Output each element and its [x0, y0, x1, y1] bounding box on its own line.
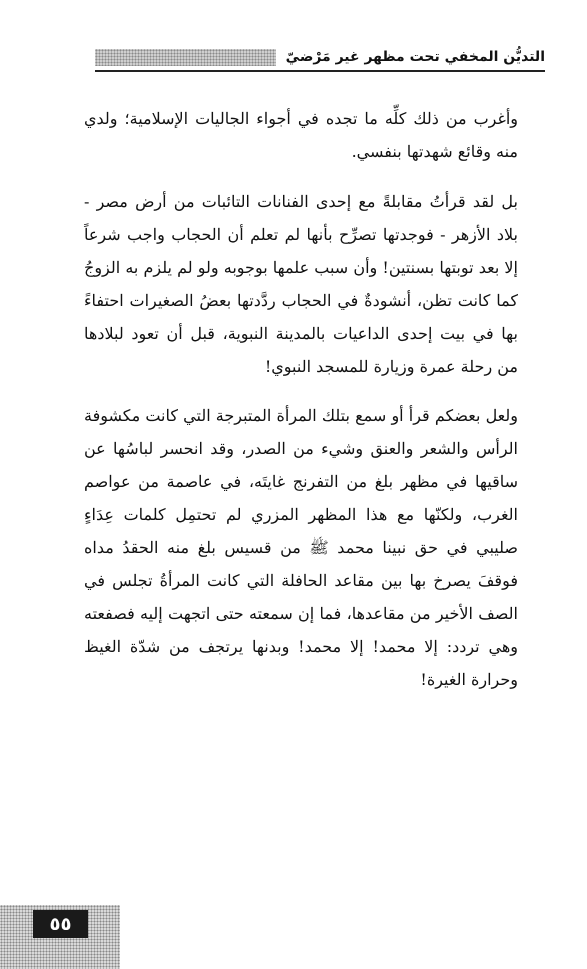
page-number: ٥٥	[33, 910, 88, 938]
header-decorative-bar	[95, 49, 276, 66]
header-title: التديُّن المخفي تحت مظهر غير مَرْضيّ	[285, 49, 545, 65]
page-body	[84, 102, 518, 712]
paragraph-2: بل لقد قرأتُ مقابلةً مع إحدى الفنانات التائبات من أرض مصر - بلاد الأزهر - فوجدتها تصرِّح بأنها لم تعلم أن الحجاب واجب شرعاً إلا بعد توبتها بسنتين! وأن سبب علمها بوجوبه ولو لم يلزم به الزوجُ كما كانت تظن، أنشودةٌ في الحجاب ردَّدتها بعضُ الصغيرات احتفاءً بها في بيت إحدى الداعيات بالمدينة النبوية، قبل أن تعود لبلادها من رحلة عمرة وزيارة للمسجد النبوي!	[84, 192, 518, 376]
running-header	[95, 44, 545, 72]
paragraph-3: ولعل بعضكم قرأ أو سمع بتلك المرأة المتبرجة التي كانت مكشوفة الرأس والشعر والعنق وشيء من الصدر، وقد انحسر لباسُها عن ساقيها في مظهر بلغ من التفرنج غايتَه، في عاصمة من عواصم الغرب، ولكنّها مع هذا المظهر المزري لم تحتمِل كلمات عِدَاءٍ صليبي في حق نبينا محمد ﷺ من قسيس بلغ منه الحقدُ مداه فوقفَ يصرخ بها بين مقاعد الحافلة التي كانت المرأةُ تجلس في الصف الأخير من مقاعدها، فما إن سمعته حتى اتجهت إليه فصفعته وهي تردد: إلا محمد! إلا محمد! وبدنها يرتجف من شدّة الغيظ وحرارة الغيرة!	[84, 406, 518, 689]
paragraph-1: وأغرب من ذلك كلِّه ما تجده في أجواء الجاليات الإسلامية؛ ولدي منه وقائع شهدتها بنفسي.	[84, 109, 518, 161]
